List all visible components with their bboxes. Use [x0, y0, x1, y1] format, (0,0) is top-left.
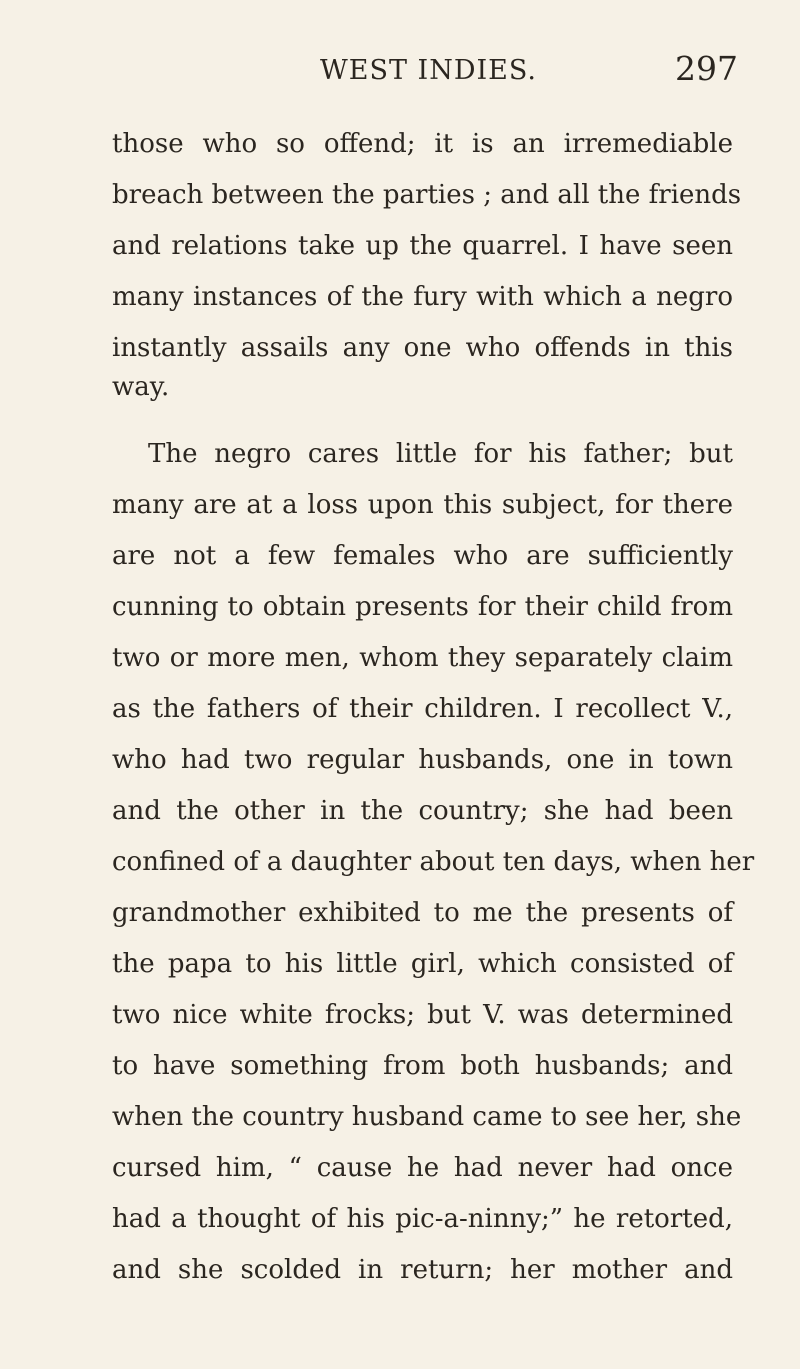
text-line: two nice white frocks; but V. was determined — [112, 1000, 733, 1030]
text-line: and she scolded in return; her mother and — [112, 1255, 733, 1285]
text-line: instantly assails any one who offends in this — [112, 333, 733, 363]
text-line: breach between the parties ; and all the friends — [112, 180, 742, 210]
running-title: WEST INDIES. — [320, 55, 537, 86]
text-line: are not a few females who are sufficiently — [112, 541, 733, 571]
text-line: The negro cares little for his father; but — [148, 439, 733, 469]
text-line: confined of a daughter about ten days, when her — [112, 847, 755, 877]
text-line: those who so offend; it is an irremediable — [112, 129, 733, 159]
text-line: many instances of the fury with which a negro — [112, 282, 733, 312]
text-line: grandmother exhibited to me the presents of — [112, 898, 733, 928]
text-line: to have something from both husbands; and — [112, 1051, 733, 1081]
text-line: had a thought of his pic-a-ninny;” he retorted, — [112, 1204, 733, 1234]
text-line: way. — [112, 372, 170, 402]
text-line: cunning to obtain presents for their child from — [112, 592, 733, 622]
text-line: cursed him, “ cause he had never had once — [112, 1153, 733, 1183]
text-line: many are at a loss upon this subject, for there — [112, 490, 733, 520]
text-line: when the country husband came to see her, she — [112, 1102, 742, 1132]
text-line: who had two regular husbands, one in town — [112, 745, 733, 775]
text-line: and the other in the country; she had been — [112, 796, 733, 826]
text-line: and relations take up the quarrel. I have seen — [112, 231, 733, 261]
text-line: the papa to his little girl, which consisted of — [112, 949, 733, 979]
text-line: two or more men, whom they separately claim — [112, 643, 733, 673]
page-number: 297 — [675, 49, 738, 88]
text-line: as the fathers of their children. I recollect V., — [112, 694, 733, 724]
